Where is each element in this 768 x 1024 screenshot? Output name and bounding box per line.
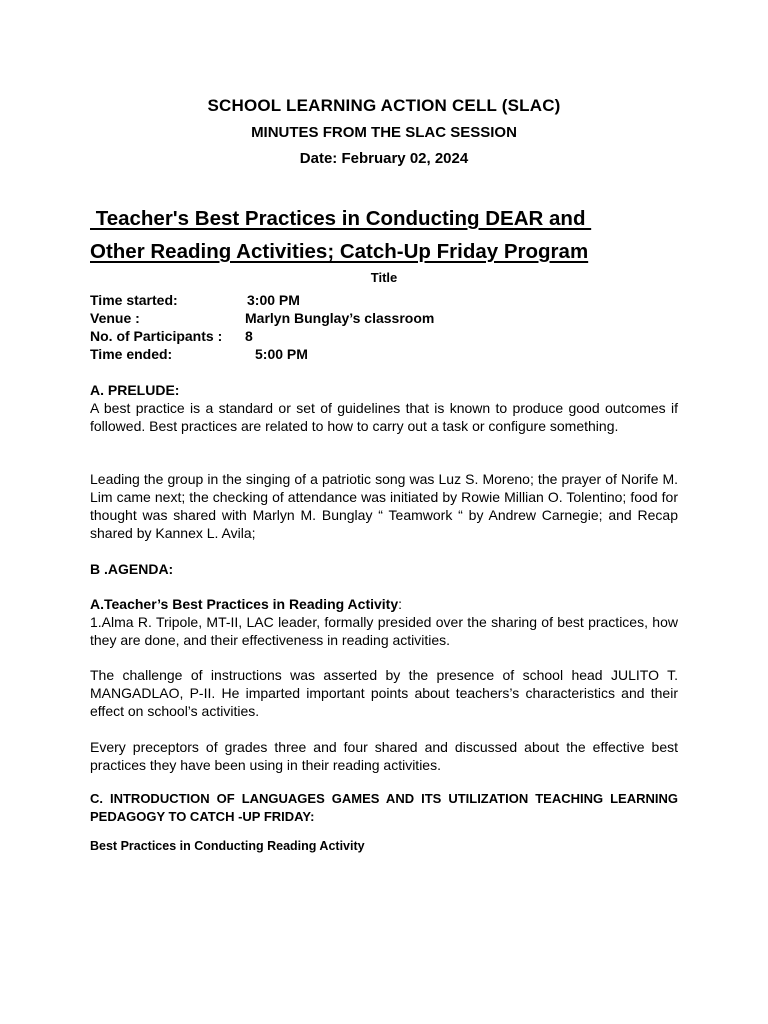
agenda-heading: B .AGENDA:: [90, 561, 174, 577]
title-caption: Title: [370, 270, 398, 285]
prelude-paragraph: A best practice is a standard or set of guidelines that is known to produce good outcomes if followed. Best practices are related to how to carry out a task or configure something.: [90, 400, 678, 434]
meta-label: Time ended:: [90, 346, 173, 362]
document-title-line-2: Other Reading Activities; Catch-Up Friday Program: [90, 240, 589, 263]
agenda-item-a-title: A.Teacher’s Best Practices in Reading Activity: [90, 596, 399, 612]
challenge-paragraph: The challenge of instructions was asserted by the presence of school head JULITO T. MANGADLAO, P-II. He imparted important points about teachers’s characteristics and their effect on school’s activities.: [90, 667, 678, 719]
agenda-item-a-text: 1.Alma R. Tripole, MT-II, LAC leader, formally presided over the sharing of best practices, how they are done, and their effectiveness in reading activities.: [90, 614, 678, 648]
prelude-opening-paragraph: Leading the group in the singing of a patriotic song was Luz S. Moreno; the prayer of Norife M. Lim came next; the checking of attendance was initiated by Rowie Millian O. Tolentino; food for thought was shared with Marlyn M. Bunglay “ Teamwork “ by Andrew Carnegie; and Recap shared by Kannex L. Avila;: [90, 471, 678, 541]
meta-label: Venue :: [90, 310, 140, 326]
document-title: [90, 202, 690, 268]
meta-value: Marlyn Bunglay’s classroom: [245, 310, 435, 326]
organization-heading: SCHOOL LEARNING ACTION CELL (SLAC): [207, 96, 561, 115]
meta-value: 5:00 PM: [255, 346, 308, 362]
agenda-item-a-colon: :: [398, 596, 403, 612]
meta-label: Time started:: [90, 292, 178, 308]
prelude-heading: A. PRELUDE:: [90, 382, 180, 398]
agenda-item-a: [90, 595, 678, 613]
section-c-heading: C. INTRODUCTION OF LANGUAGES GAMES AND ITS UTILIZATION TEACHING LEARNING PEDAGOGY TO CATCH -UP FRIDAY:: [90, 791, 678, 824]
meta-value: 8: [245, 328, 253, 344]
meta-label: No. of Participants :: [90, 328, 223, 344]
session-date: Date: February 02, 2024: [299, 150, 469, 167]
preceptors-paragraph: Every preceptors of grades three and four shared and discussed about the effective best practices they have been using in their reading activities.: [90, 739, 678, 773]
section-c-subheading: Best Practices in Conducting Reading Activity: [90, 839, 365, 853]
document-title-line-1: Teacher's Best Practices in Conducting DEAR and: [90, 207, 592, 230]
minutes-subtitle: MINUTES FROM THE SLAC SESSION: [251, 124, 517, 141]
meta-value: 3:00 PM: [247, 292, 300, 308]
